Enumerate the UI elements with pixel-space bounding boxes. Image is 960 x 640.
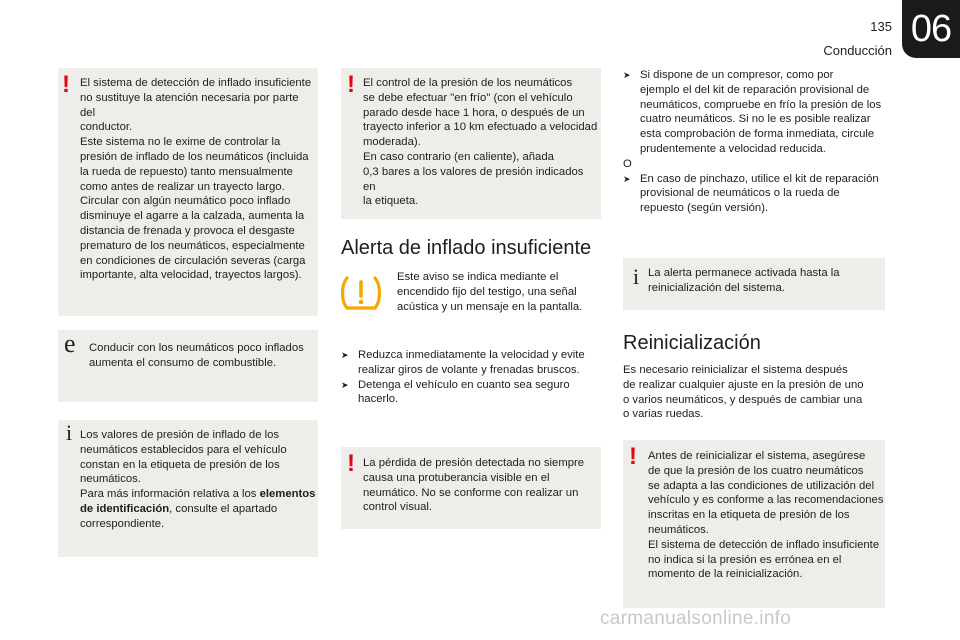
procedure-list (623, 68, 893, 216)
info-icon: i (633, 264, 640, 289)
text-line: Detenga el vehículo en cuanto sea seguro (358, 378, 570, 391)
text-line: conductor. (80, 121, 133, 134)
text-line: neumáticos. (648, 523, 709, 536)
info-icon: i (66, 420, 73, 445)
bullet-icon: ➤ (341, 379, 349, 390)
text-line: causa una protuberancia visible en el (363, 471, 550, 484)
text-line: parado desde hace 1 hora, o después de un (363, 106, 585, 119)
text-line (80, 502, 316, 517)
text-line: prematuro de los neumáticos, especialmente (80, 239, 305, 252)
text-line: Es necesario reinicializar el sistema después (623, 364, 848, 376)
or-separator: O (623, 157, 632, 170)
text-line: no indica si la presión es errónea en el (648, 553, 842, 566)
text-line: El sistema de detección de inflado insuficiente (648, 538, 880, 551)
text-line: En caso contrario (en caliente), añada (363, 150, 554, 163)
text-line: neumático. No se conforme con realizar un (363, 486, 579, 499)
text-line: trayecto inferior a 10 km efectuado a velocidad (363, 121, 598, 134)
text-line: moderada). (363, 136, 421, 149)
section-heading: Alerta de inflado insuficiente (341, 237, 592, 259)
text-line: de que la presión de los cuatro neumáticos (648, 464, 864, 477)
warning-box-cold-check (341, 68, 601, 219)
text-line: ejemplo el del kit de reparación provisional de (640, 83, 870, 96)
text-line: Conducir con los neumáticos poco inflados (89, 342, 304, 354)
text-line: hacerlo. (358, 393, 399, 406)
text-line: realizar giros de volante y frenadas bruscos. (358, 363, 580, 376)
warning-box-visual-check (341, 447, 601, 529)
text-line: acústica y un mensaje en la pantalla. (397, 300, 583, 313)
watermark: carmanualsonline.info (600, 608, 792, 629)
section-heading: Reinicialización (623, 332, 761, 354)
text-line: neumáticos, compruebe en frío la presión de los (640, 98, 882, 111)
text-line: disminuye el agarre a la calzada, aumenta la (80, 210, 305, 223)
text-line: en condiciones de circulación severas (carga (80, 254, 306, 267)
alert-icon: ! (62, 71, 70, 98)
text-line: Este aviso se indica mediante el (397, 271, 559, 283)
text-line: constan en la etiqueta de presión de los (80, 458, 280, 471)
text-line: El sistema de detección de inflado insuficiente (80, 77, 312, 89)
alert-icon: ! (629, 443, 637, 470)
info-box-alert-persists (623, 258, 885, 310)
text-line: repuesto (según versión). (640, 202, 769, 215)
text-line: control visual. (363, 501, 433, 514)
text-line: cuatro neumáticos. Si no le es posible realizar (640, 113, 871, 126)
text-line: importante, alta velocidad, trayectos largos). (80, 269, 302, 282)
text-span: , consulte el apartado (169, 502, 278, 515)
text-line: neumáticos. (80, 473, 141, 486)
text-line: 0,3 bares a los valores de presión indicados en (363, 165, 584, 193)
text-line: La pérdida de presión detectada no siempre (363, 457, 585, 469)
text-line: neumáticos establecidos para el vehículo (80, 443, 287, 456)
tyre-pressure-warning-icon (338, 272, 384, 314)
eco-icon: e (64, 329, 76, 358)
text-line: esta comprobación de forma inmediata, circule (640, 128, 875, 141)
bullet-icon: ➤ (623, 70, 631, 80)
text-line: presión de inflado de los neumáticos (incluida (80, 150, 309, 163)
bullet-icon: ➤ (341, 350, 349, 360)
text-line: La alerta permanece activada hasta la (648, 267, 840, 279)
text-line: provisional de neumáticos o la rueda de (640, 187, 840, 200)
eco-box (58, 330, 318, 402)
alert-icon: ! (347, 71, 355, 98)
list-item (623, 172, 893, 216)
cross-reference: elementos (259, 488, 316, 501)
page-number: 135 (870, 19, 892, 34)
text-line: Si dispone de un compresor, como por (640, 69, 834, 81)
text-line: vehículo y es conforme a las recomendaciones (648, 494, 884, 507)
text-line: inscritas en la etiqueta de presión de los (648, 509, 850, 522)
warning-lamp-description (397, 270, 607, 314)
text-line: Circular con algún neumático poco inflado (80, 195, 291, 208)
text-line: Antes de reinicializar el sistema, asegúrese (648, 450, 866, 462)
text-line: de realizar cualquier ajuste en la presión de uno (623, 378, 864, 391)
text-line: reinicialización del sistema. (648, 281, 785, 294)
list-item (341, 348, 603, 378)
bullet-icon: ➤ (623, 173, 631, 184)
text-line: aumenta el consumo de combustible. (89, 356, 277, 369)
info-box-pressure-label (58, 420, 318, 557)
section-title: Conducción (823, 43, 892, 58)
text-line: la rueda de repuesto) tanto mensualmente (80, 165, 293, 178)
text-line: se adapta a las condiciones de utilización del (648, 479, 875, 492)
text-line (80, 487, 316, 502)
list-item (341, 378, 603, 408)
text-line: no sustituye la atención necesaria por parte del (80, 91, 299, 119)
chapter-tab: 06 (902, 0, 960, 58)
text-line: momento de la reinicialización. (648, 568, 803, 581)
text-line: como antes de realizar un trayecto largo. (80, 180, 285, 193)
alert-icon: ! (347, 450, 355, 477)
text-line: El control de la presión de los neumáticos (363, 77, 573, 89)
warning-box-before-reset (623, 440, 885, 608)
text-line: Los valores de presión de inflado de los (80, 429, 280, 441)
reset-paragraph (623, 363, 891, 422)
warning-box-tpms-attention (58, 68, 318, 316)
action-list (341, 348, 603, 407)
text-line: o varias ruedas. (623, 408, 704, 421)
text-line: En caso de pinchazo, utilice el kit de reparación (640, 172, 879, 185)
text-line: Este sistema no le exime de controlar la (80, 136, 281, 149)
text-line: prudentemente a velocidad reducida. (640, 142, 826, 155)
cross-reference: de identificación (80, 502, 170, 515)
text-line: la etiqueta. (363, 195, 419, 208)
text-line: se debe efectuar "en frío" (con el vehículo (363, 91, 573, 104)
list-item (623, 68, 893, 157)
text-line: distancia de frenada y provoca el desgaste (80, 224, 295, 237)
text-line: encendido fijo del testigo, una señal (397, 285, 577, 298)
text-span: Para más información relativa a los (80, 488, 260, 501)
text-line: Reduzca inmediatamente la velocidad y evite (358, 349, 585, 361)
text-line: correspondiente. (80, 517, 165, 530)
text-line: o varios neumáticos, y después de cambiar una (623, 393, 863, 406)
